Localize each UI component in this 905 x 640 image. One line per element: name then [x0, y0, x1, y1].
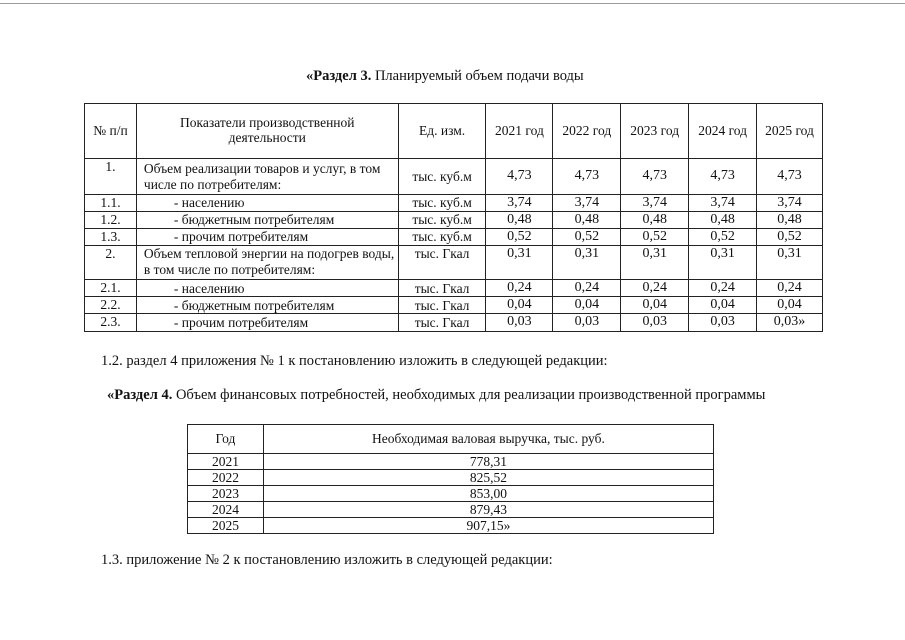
value-2021: 0,52 — [486, 229, 553, 246]
row-name: - населению — [136, 195, 398, 212]
row-number: 1.2. — [85, 212, 137, 229]
value-2025: 0,03» — [757, 314, 823, 331]
value-2023: 0,03 — [621, 314, 689, 331]
value-2024: 0,24 — [689, 280, 757, 297]
row-number: 1.1. — [85, 195, 137, 212]
row-name: - населению — [136, 280, 398, 297]
value-2021: 4,73 — [486, 159, 553, 195]
planned-water-supply-table — [84, 103, 823, 332]
value-2025: 0,48 — [757, 212, 823, 229]
revenue-cell: 825,52 — [263, 470, 713, 486]
row-number: 1.3. — [85, 229, 137, 246]
value-2021: 3,74 — [486, 195, 553, 212]
value-2022: 3,74 — [553, 195, 621, 212]
value-2024: 3,74 — [689, 195, 757, 212]
value-2023: 4,73 — [621, 159, 689, 195]
row-number: 1. — [85, 159, 137, 195]
header-year-2022: 2022 год — [553, 104, 621, 159]
header-revenue: Необходимая валовая выручка, тыс. руб. — [263, 425, 713, 454]
value-2022: 0,04 — [553, 297, 621, 314]
row-name: - прочим потребителям — [136, 314, 398, 331]
table-header-row — [85, 104, 823, 159]
row-unit: тыс. Гкал — [398, 297, 486, 314]
table-row — [85, 297, 823, 314]
table-row — [188, 502, 714, 518]
page-top-edge — [0, 3, 905, 4]
header-year: Год — [188, 425, 264, 454]
header-year-2025: 2025 год — [757, 104, 823, 159]
row-name: - бюджетным потребителям — [136, 297, 398, 314]
section-4-title: Объем финансовых потребностей, необходимых для реализации производственной программы — [175, 387, 766, 403]
value-2023: 0,48 — [621, 212, 689, 229]
row-unit: тыс. куб.м — [398, 212, 486, 229]
year-cell: 2021 — [188, 454, 264, 470]
row-unit: тыс. куб.м — [398, 195, 486, 212]
value-2022: 0,03 — [553, 314, 621, 331]
row-number: 2.2. — [85, 297, 137, 314]
value-2021: 0,04 — [486, 297, 553, 314]
value-2024: 0,31 — [689, 246, 757, 280]
value-2025: 0,52 — [757, 229, 823, 246]
table-row — [85, 229, 823, 246]
value-2023: 3,74 — [621, 195, 689, 212]
value-2025: 0,31 — [757, 246, 823, 280]
row-name: - бюджетным потребителям — [136, 212, 398, 229]
table-header-row — [188, 425, 714, 454]
table-row — [85, 195, 823, 212]
row-number: 2.3. — [85, 314, 137, 331]
table-row — [188, 454, 714, 470]
row-unit: тыс. Гкал — [398, 280, 486, 297]
value-2023: 0,24 — [621, 280, 689, 297]
table-row — [85, 159, 823, 195]
value-2025: 0,24 — [757, 280, 823, 297]
value-2022: 0,31 — [553, 246, 621, 280]
value-2024: 4,73 — [689, 159, 757, 195]
value-2025: 0,04 — [757, 297, 823, 314]
row-unit: тыс. Гкал — [398, 314, 486, 331]
section-4-heading — [107, 387, 765, 404]
table-row — [188, 518, 714, 534]
value-2021: 0,24 — [486, 280, 553, 297]
year-cell: 2023 — [188, 486, 264, 502]
financial-needs-table — [187, 424, 714, 534]
value-2024: 0,04 — [689, 297, 757, 314]
value-2024: 0,52 — [689, 229, 757, 246]
value-2021: 0,48 — [486, 212, 553, 229]
row-number: 2.1. — [85, 280, 137, 297]
row-unit: тыс. куб.м — [398, 229, 486, 246]
value-2025: 4,73 — [757, 159, 823, 195]
value-2024: 0,48 — [689, 212, 757, 229]
header-year-2021: 2021 год — [486, 104, 553, 159]
section-3-prefix: «Раздел 3. — [306, 68, 372, 84]
year-cell: 2022 — [188, 470, 264, 486]
row-number: 2. — [85, 246, 137, 280]
header-indicator: Показатели производственной деятельности — [136, 104, 398, 159]
row-name: Объем тепловой энергии на подогрев воды, в том числе по потребителям: — [136, 246, 398, 280]
revenue-cell: 879,43 — [263, 502, 713, 518]
header-unit: Ед. изм. — [398, 104, 486, 159]
year-cell: 2024 — [188, 502, 264, 518]
section-4-prefix: «Раздел 4. — [107, 387, 173, 403]
header-no: № п/п — [85, 104, 137, 159]
revenue-cell: 853,00 — [263, 486, 713, 502]
value-2022: 4,73 — [553, 159, 621, 195]
section-3-heading — [306, 68, 584, 85]
revenue-cell: 778,31 — [263, 454, 713, 470]
table-row — [188, 486, 714, 502]
revenue-cell: 907,15» — [263, 518, 713, 534]
value-2021: 0,03 — [486, 314, 553, 331]
value-2021: 0,31 — [486, 246, 553, 280]
header-year-2023: 2023 год — [621, 104, 689, 159]
value-2023: 0,04 — [621, 297, 689, 314]
paragraph-1-2: 1.2. раздел 4 приложения № 1 к постановлению изложить в следующей редакции: — [101, 353, 608, 369]
section-3-title: Планируемый объем подачи воды — [374, 68, 584, 84]
value-2022: 0,48 — [553, 212, 621, 229]
row-unit: тыс. куб.м — [398, 159, 486, 195]
table-row — [188, 470, 714, 486]
value-2022: 0,52 — [553, 229, 621, 246]
row-name: - прочим потребителям — [136, 229, 398, 246]
header-year-2024: 2024 год — [689, 104, 757, 159]
table-row — [85, 280, 823, 297]
table-row — [85, 314, 823, 331]
value-2022: 0,24 — [553, 280, 621, 297]
value-2023: 0,31 — [621, 246, 689, 280]
value-2024: 0,03 — [689, 314, 757, 331]
value-2023: 0,52 — [621, 229, 689, 246]
table-row — [85, 246, 823, 280]
row-name: Объем реализации товаров и услуг, в том числе по потребителям: — [136, 159, 398, 195]
year-cell: 2025 — [188, 518, 264, 534]
table-row — [85, 212, 823, 229]
row-unit: тыс. Гкал — [398, 246, 486, 280]
value-2025: 3,74 — [757, 195, 823, 212]
paragraph-1-3: 1.3. приложение № 2 к постановлению изложить в следующей редакции: — [101, 552, 553, 568]
